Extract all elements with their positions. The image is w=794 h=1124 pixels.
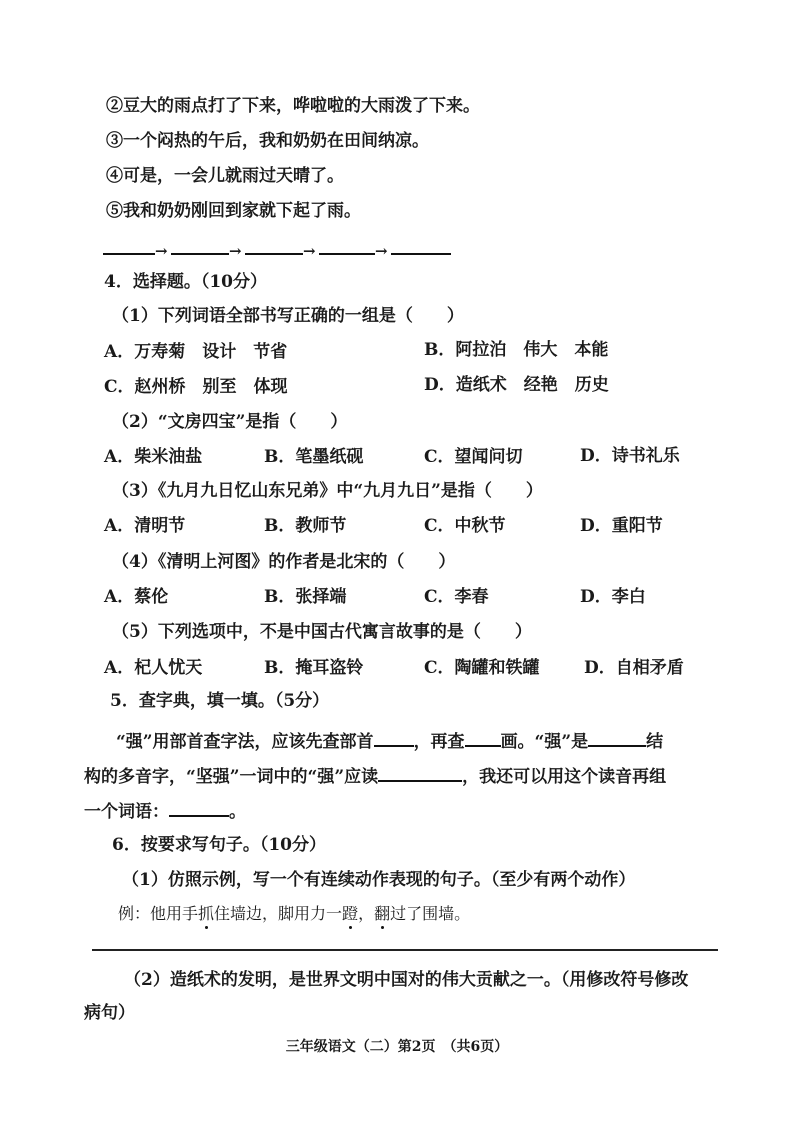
q4-2-stem: （2）“文房四宝”是指（ ）	[112, 412, 348, 432]
q4-4-option-c[interactable]: C．李春	[424, 587, 489, 607]
q5-paragraph-line-2	[84, 762, 666, 789]
q4-5-option-a[interactable]: A．杞人忧天	[104, 658, 203, 678]
word-blank[interactable]	[169, 797, 229, 817]
example-text: 过了围墙。	[390, 904, 471, 923]
answer-blank-2[interactable]	[171, 253, 229, 255]
q5-text: 一个词语：	[84, 802, 169, 822]
example-verb: 蹬	[342, 904, 359, 923]
q4-2-option-b[interactable]: B．笔墨纸砚	[264, 447, 364, 467]
q4-3-option-d[interactable]: D．重阳节	[580, 516, 663, 536]
q4-2-option-c[interactable]: C．望闻问切	[424, 447, 523, 467]
q4-4-option-d[interactable]: D．李白	[580, 587, 646, 607]
q6-1-example	[118, 902, 470, 926]
stroke-count-blank[interactable]	[465, 727, 501, 747]
answer-blank-4[interactable]	[319, 253, 375, 255]
q4-5-option-d[interactable]: D．自相矛盾	[584, 658, 684, 678]
answer-blank-1[interactable]	[103, 253, 155, 255]
q5-paragraph-line-1	[116, 727, 663, 754]
arrow-icon: →	[375, 242, 388, 260]
q5-text: 。	[229, 802, 246, 822]
q5-text: 构的多音字，“坚强”一词中的“强”应读	[84, 767, 379, 787]
q4-2-option-a[interactable]: A．柴米油盐	[104, 447, 203, 467]
radical-blank[interactable]	[374, 727, 414, 747]
arrow-icon: →	[229, 242, 242, 260]
q4-5-option-b[interactable]: B．掩耳盗铃	[264, 658, 364, 678]
example-verb: 翻	[374, 904, 391, 923]
q4-1-stem: （1）下列词语全部书写正确的一组是（ ）	[112, 306, 464, 326]
example-verb: 抓	[198, 904, 215, 923]
page-footer: 三年级语文（二）第2页 （共6页）	[285, 1039, 509, 1055]
answer-blank-3[interactable]	[245, 253, 303, 255]
q5-text: 结	[646, 732, 664, 752]
q4-4-option-a[interactable]: A．蔡伦	[104, 587, 169, 607]
q5-text: “强”用部首查字法，应该先查部首	[116, 732, 374, 752]
q4-1-option-b[interactable]: B．阿拉泊 伟大 本能	[424, 340, 609, 360]
answer-line[interactable]	[92, 949, 718, 951]
q4-1-option-d[interactable]: D．造纸术 经艳 历史	[424, 375, 609, 395]
example-text: 住墙边，脚用力一	[214, 904, 343, 923]
q4-1-option-a[interactable]: A．万寿菊 设计 节省	[104, 342, 288, 362]
q4-3-stem: （3）《九月九日忆山东兄弟》中“九月九日”是指（ ）	[112, 481, 543, 501]
q4-5-option-c[interactable]: C．陶罐和铁罐	[424, 658, 540, 678]
q6-heading: 6．按要求写句子。（10分）	[112, 835, 326, 855]
q6-2-instruction-line-1: （2）造纸术的发明，是世界文明中国对的伟大贡献之一。（用修改符号修改	[124, 970, 689, 990]
example-text: 例：他用手	[118, 904, 199, 923]
q5-paragraph-line-3	[84, 797, 246, 824]
ordering-sentence-3: ③一个闷热的午后，我和奶奶在田间纳凉。	[106, 131, 429, 151]
q4-3-option-b[interactable]: B．教师节	[264, 516, 347, 536]
q4-4-option-b[interactable]: B．张择端	[264, 587, 347, 607]
q5-text: ，再查	[413, 732, 465, 752]
q4-1-option-c[interactable]: C．赵州桥 别至 体现	[104, 377, 288, 397]
ordering-sentence-2: ②豆大的雨点打了下来，哗啦啦的大雨泼了下来。	[106, 96, 480, 116]
q4-4-stem: （4）《清明上河图》的作者是北宋的（ ）	[112, 552, 456, 572]
q4-2-option-d[interactable]: D．诗书礼乐	[580, 446, 680, 466]
q4-3-option-c[interactable]: C．中秋节	[424, 516, 506, 536]
structure-blank[interactable]	[588, 727, 646, 747]
q4-5-stem: （5）下列选项中，不是中国古代寓言故事的是（ ）	[112, 622, 532, 642]
example-text: ，	[358, 904, 375, 923]
q5-heading: 5．查字典，填一填。（5分）	[110, 691, 330, 711]
answer-blank-5[interactable]	[391, 253, 451, 255]
pronunciation-blank[interactable]	[378, 762, 462, 782]
q5-text: ，我还可以用这个读音再组	[462, 767, 667, 787]
arrow-icon: →	[155, 242, 168, 260]
q6-2-instruction-line-2: 病句）	[84, 1003, 135, 1023]
q5-text: 画。“强”是	[500, 732, 589, 752]
q4-3-option-a[interactable]: A．清明节	[104, 516, 186, 536]
ordering-sentence-5: ⑤我和奶奶刚回到家就下起了雨。	[106, 201, 361, 221]
q6-1-instruction: （1）仿照示例，写一个有连续动作表现的句子。（至少有两个动作）	[122, 870, 636, 890]
arrow-icon: →	[303, 242, 316, 260]
q4-heading: 4．选择题。（10分）	[104, 272, 267, 292]
ordering-sentence-4: ④可是，一会儿就雨过天晴了。	[106, 166, 344, 186]
